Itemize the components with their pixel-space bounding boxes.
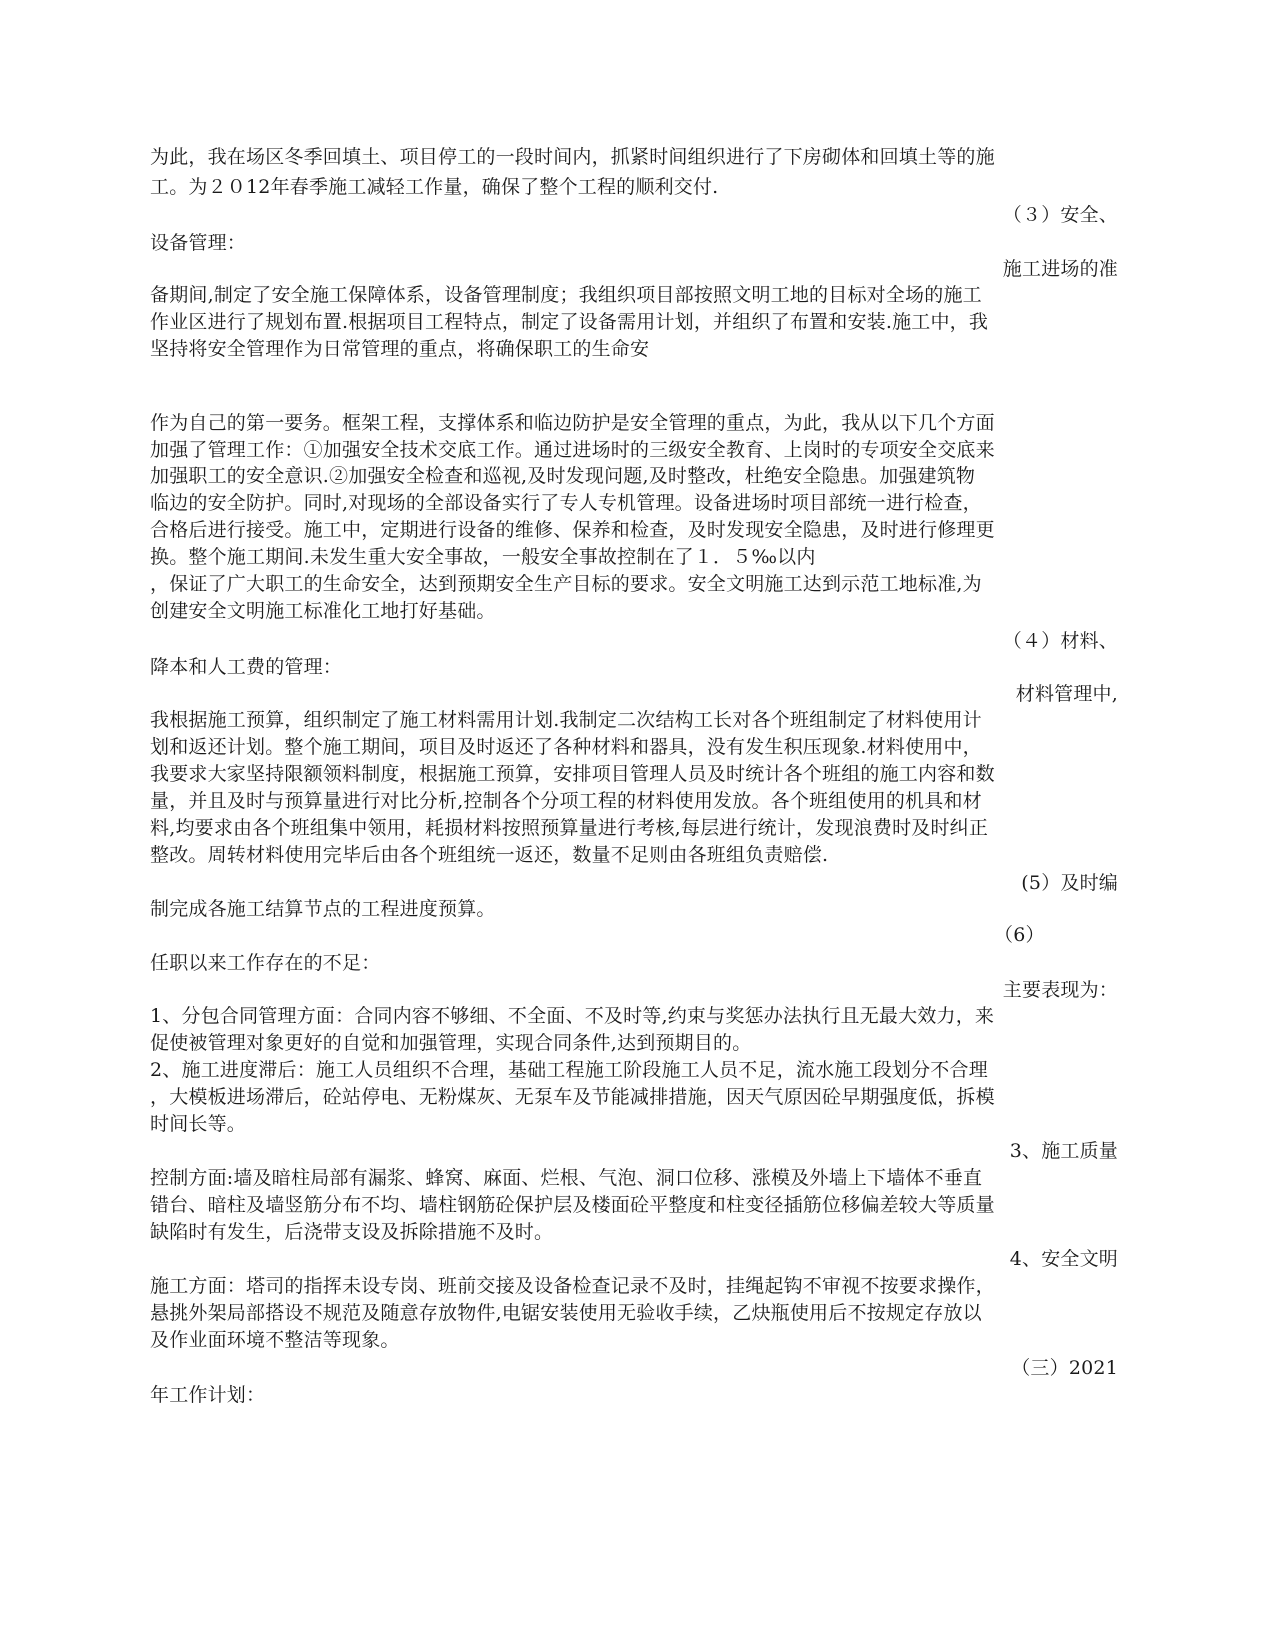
body-line: 悬挑外架局部搭设不规范及随意存放物件,电锯安装使用无验收手续，乙炔瓶使用后不按规定存放以	[150, 1302, 982, 1324]
body-line: 促使被管理对象更好的自觉和加强管理，实现合同条件,达到预期目的。	[150, 1032, 752, 1054]
body-line: 时间长等。	[150, 1113, 247, 1135]
list-item-1: 1、分包合同管理方面：合同内容不够细、不全面、不及时等,约束与奖惩办法执行且无最大效力，来	[150, 1005, 995, 1027]
body-line: 坚持将安全管理作为日常管理的重点，将确保职工的生命安	[150, 338, 650, 360]
body-line: 施工方面：塔司的指挥未设专岗、班前交接及设备检查记录不及时，挂绳起钩不审视不按要求操作，	[150, 1275, 995, 1297]
body-line: 加强了管理工作：①加强安全技术交底工作。通过进场时的三级安全教育、上岗时的专项安全交底来	[150, 439, 995, 461]
body-line: 划和返还计划。整个施工期间，项目及时返还了各种材料和器具，没有发生积压现象.材料使用中，	[150, 736, 982, 758]
body-line: 换。整个施工期间.未发生重大安全事故，一般安全事故控制在了１．５‰以内	[150, 546, 816, 568]
body-line: 及作业面环境不整洁等现象。	[150, 1329, 400, 1351]
section-heading-4-part2: 降本和人工费的管理：	[150, 656, 343, 678]
body-line: 整改。周转材料使用完毕后由各个班组统一返还，数量不足则由各班组负责赔偿.	[150, 844, 829, 866]
body-line: 施工进场的准	[1002, 258, 1118, 280]
section-heading-5-part2: 制完成各施工结算节点的工程进度预算。	[150, 898, 496, 920]
body-line: 加强职工的安全意识.②加强安全检查和巡视,及时发现问题,及时整改，杜绝安全隐患。加强建筑物	[150, 465, 976, 487]
section-heading-3rd-part2: 年工作计划：	[150, 1384, 266, 1406]
body-line: 临边的安全防护。同时,对现场的全部设备实行了专人专机管理。设备进场时项目部统一进行检查，	[150, 492, 982, 514]
body-line: 合格后进行接受。施工中，定期进行设备的维修、保养和检查，及时发现安全隐患，及时进行修理更	[150, 519, 995, 541]
body-line: 工。为２０12年春季施工减轻工作量，确保了整个工程的顺利交付.	[150, 176, 719, 198]
body-line: 作为自己的第一要务。框架工程，支撑体系和临边防护是安全管理的重点，为此，我从以下几个方面	[150, 412, 995, 434]
body-line: 创建安全文明施工标准化工地打好基础。	[150, 600, 496, 622]
body-line: ，大模板进场滞后，砼站停电、无粉煤灰、无泵车及节能减排措施，因天气原因砼早期强度低，拆模	[150, 1086, 995, 1108]
body-line: 料,均要求由各个班组集中领用，耗损材料按照预算量进行考核,每层进行统计，发现浪费时及时纠正	[150, 817, 989, 839]
body-line: 我要求大家坚持限额领料制度，根据施工预算，安排项目管理人员及时统计各个班组的施工内容和数	[150, 763, 995, 785]
body-line: 主要表现为：	[1002, 979, 1118, 1001]
body-line: 材料管理中,	[1015, 683, 1118, 705]
list-item-3-part1: 3、施工质量	[1009, 1140, 1118, 1162]
body-line: 备期间,制定了安全施工保障体系，设备管理制度；我组织项目部按照文明工地的目标对全场的施工	[150, 284, 982, 306]
section-heading-5-part1: (5）及时编	[1021, 872, 1118, 894]
list-item-2: 2、施工进度滞后：施工人员组织不合理，基础工程施工阶段施工人员不足，流水施工段划分不合理	[150, 1059, 988, 1081]
body-line: ，保证了广大职工的生命安全，达到预期安全生产目标的要求。安全文明施工达到示范工地标准,为	[150, 573, 982, 595]
section-heading-3rd-part1: （三）2021	[1011, 1357, 1118, 1379]
body-line: 控制方面:墙及暗柱局部有漏浆、蜂窝、麻面、烂根、气泡、洞口位移、涨模及外墙上下墙体不垂直	[150, 1167, 983, 1189]
section-heading-6-part1: （6）	[994, 924, 1045, 946]
section-heading-3-part1: （３）安全、	[1002, 204, 1118, 226]
body-line: 量，并且及时与预算量进行对比分析,控制各个分项工程的材料使用发放。各个班组使用的机具和材	[150, 790, 982, 812]
section-heading-3-part2: 设备管理：	[150, 232, 247, 254]
body-line: 我根据施工预算，组织制定了施工材料需用计划.我制定二次结构工长对各个班组制定了材料使用计	[150, 709, 982, 731]
body-line: 错台、暗柱及墙竖筋分布不均、墙柱钢筋砼保护层及楼面砼平整度和柱变径插筋位移偏差较大等质量	[150, 1194, 995, 1216]
section-heading-4-part1: （４）材料、	[1002, 630, 1118, 652]
body-line: 缺陷时有发生，后浇带支设及拆除措施不及时。	[150, 1221, 554, 1243]
body-line: 为此，我在场区冬季回填土、项目停工的一段时间内，抓紧时间组织进行了下房砌体和回填土等的施	[150, 146, 995, 168]
section-heading-6-part2: 任职以来工作存在的不足：	[150, 952, 381, 974]
list-item-4-part1: 4、安全文明	[1009, 1248, 1118, 1270]
body-line: 作业区进行了规划布置.根据项目工程特点，制定了设备需用计划，并组织了布置和安装.施工中，我	[150, 311, 989, 333]
